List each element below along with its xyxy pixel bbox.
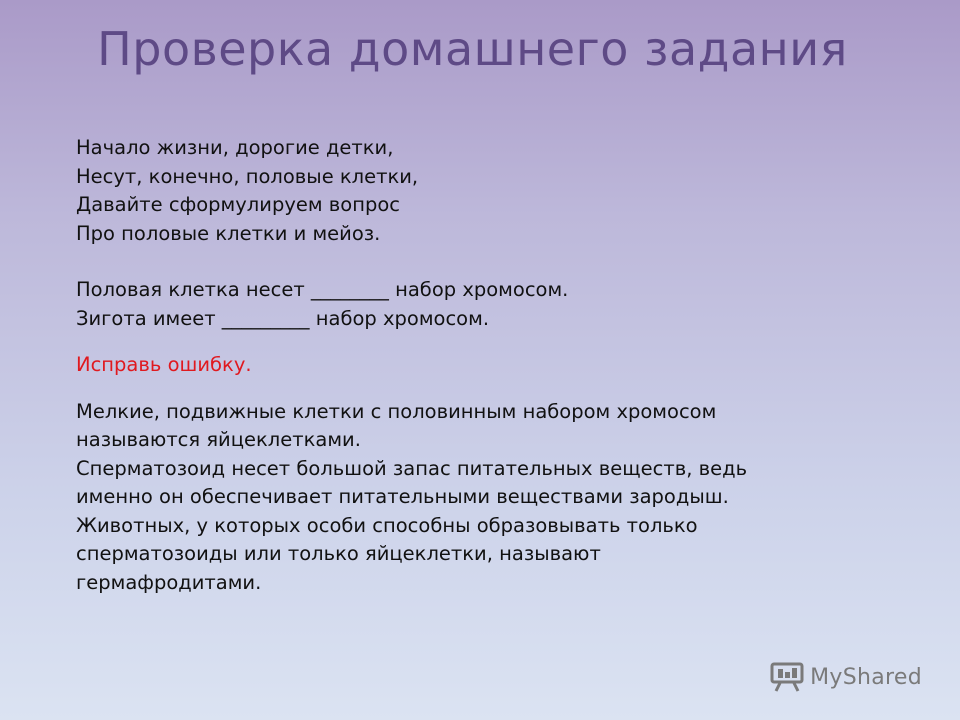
task-line: сперматозоиды или только яйцеклетки, называют	[76, 542, 601, 565]
task-line: называются яйцеклетками.	[76, 428, 361, 451]
poem-line: Несут, конечно, половые клетки,	[76, 164, 419, 188]
task-line: именно он обеспечивает питательными веществами зародыш.	[76, 485, 729, 508]
watermark-logo	[770, 662, 922, 692]
poem-line: Начало жизни, дорогие детки,	[76, 136, 394, 159]
task-line: гермафродитами.	[76, 570, 262, 594]
poem	[76, 134, 906, 248]
blank-line: Половая клетка несет ________ набор хромосом.	[76, 278, 569, 301]
poem-line: Про половые клетки и мейоз.	[76, 221, 381, 245]
poem-line: Давайте сформулируем вопрос	[76, 193, 400, 216]
task-line: Животных, у которых особи способны образовывать только	[76, 513, 698, 537]
slide-title: Проверка домашнего задания	[97, 22, 848, 76]
task-line: Мелкие, подвижные клетки с половинным набором хромосом	[76, 399, 717, 423]
slide-body	[76, 134, 906, 597]
task-text	[76, 398, 906, 598]
blank-line: Зигота имеет _________ набор хромосом.	[76, 306, 490, 330]
task-heading: Исправь ошибку.	[76, 353, 252, 376]
presentation-board-icon	[770, 662, 804, 692]
task-line: Сперматозоид несет большой запас питательных веществ, ведь	[76, 456, 748, 480]
watermark-text: MyShared	[810, 664, 922, 690]
spacer	[76, 380, 906, 398]
fill-in-blanks	[76, 276, 906, 333]
spacer	[76, 333, 906, 351]
spacer	[76, 248, 906, 276]
